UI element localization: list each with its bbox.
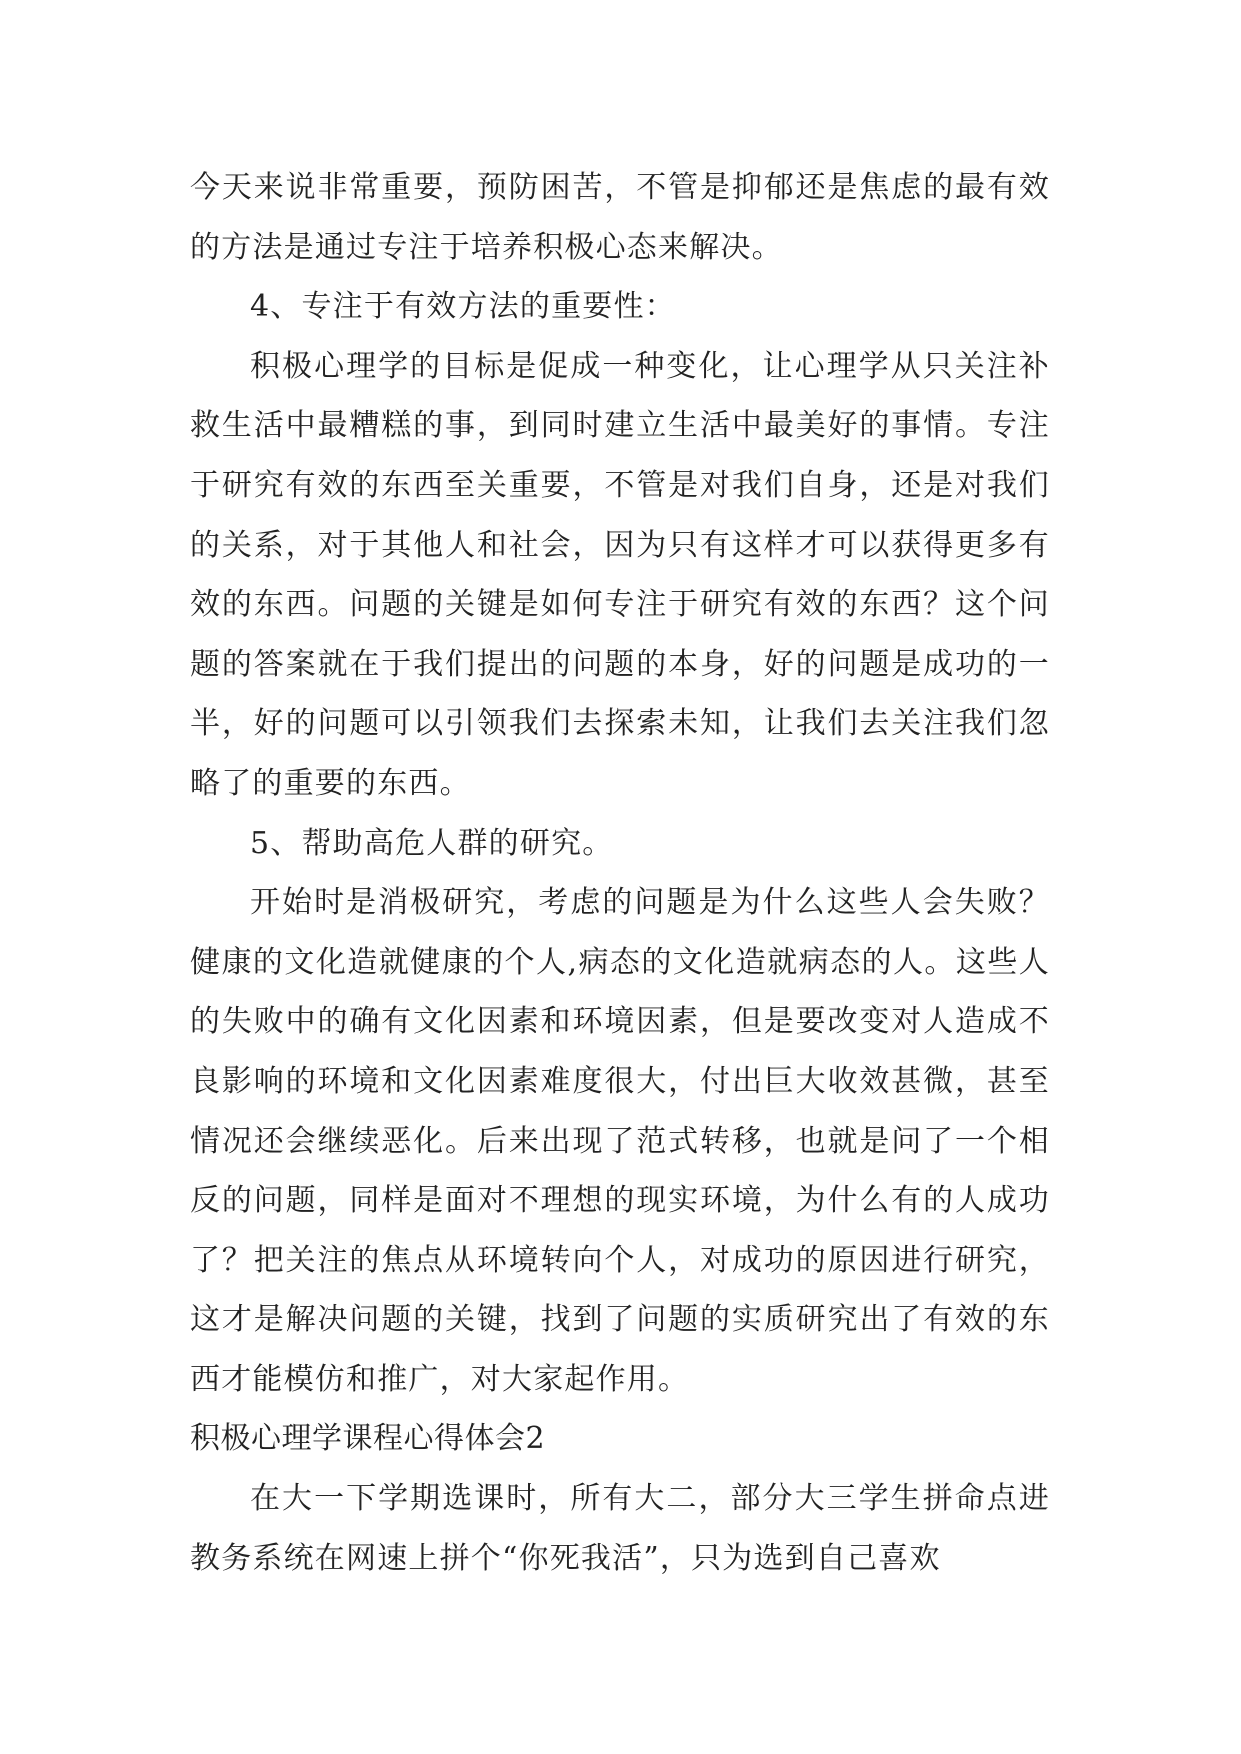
article-title-2: 积极心理学课程心得体会2 [190, 1421, 546, 1457]
paragraph-course-selection: 在大一下学期选课时，所有大二，部分大三学生拼命点进教务系统在网速上拼个“你死我活”，只为选到自己喜欢 [190, 1481, 1050, 1576]
paragraph-high-risk-research: 开始时是消极研究，考虑的问题是为什么这些人会失败？健康的文化造就健康的个人,病态的文化造就病态的人。这些人的失败中的确有文化因素和环境因素，但是要改变对人造成不良影响的环境和文化因素难度很大，付出巨大收效甚微，甚至情况还会继续恶化。后来出现了范式转移，也就是问了一个相反的问题，同样是面对不理想的现实环境，为什么有的人成功了？把关注的焦点从环境转向个人，对成功的原因进行研究，这才是解决问题的关键，找到了问题的实质研究出了有效的东西才能模仿和推广，对大家起作用。 [190, 885, 1050, 1397]
paragraph-continuation: 今天来说非常重要，预防困苦，不管是抑郁还是焦虑的最有效的方法是通过专注于培养积极心态来解决。 [190, 170, 1050, 265]
paragraph-effective-methods: 积极心理学的目标是促成一种变化，让心理学从只关注补救生活中最糟糕的事，到同时建立生活中最美好的事情。专注于研究有效的东西至关重要，不管是对我们自身，还是对我们的关系，对于其他人和社会，因为只有这样才可以获得更多有效的东西。问题的关键是如何专注于研究有效的东西？这个问题的答案就在于我们提出的问题的本身，好的问题是成功的一半，好的问题可以引领我们去探索未知，让我们去关注我们忽略了的重要的东西。 [190, 348, 1050, 801]
document-body [190, 158, 1050, 1588]
section-heading-4: 4、专注于有效方法的重要性： [250, 289, 676, 325]
section-heading-5: 5、帮助高危人群的研究。 [250, 825, 614, 861]
